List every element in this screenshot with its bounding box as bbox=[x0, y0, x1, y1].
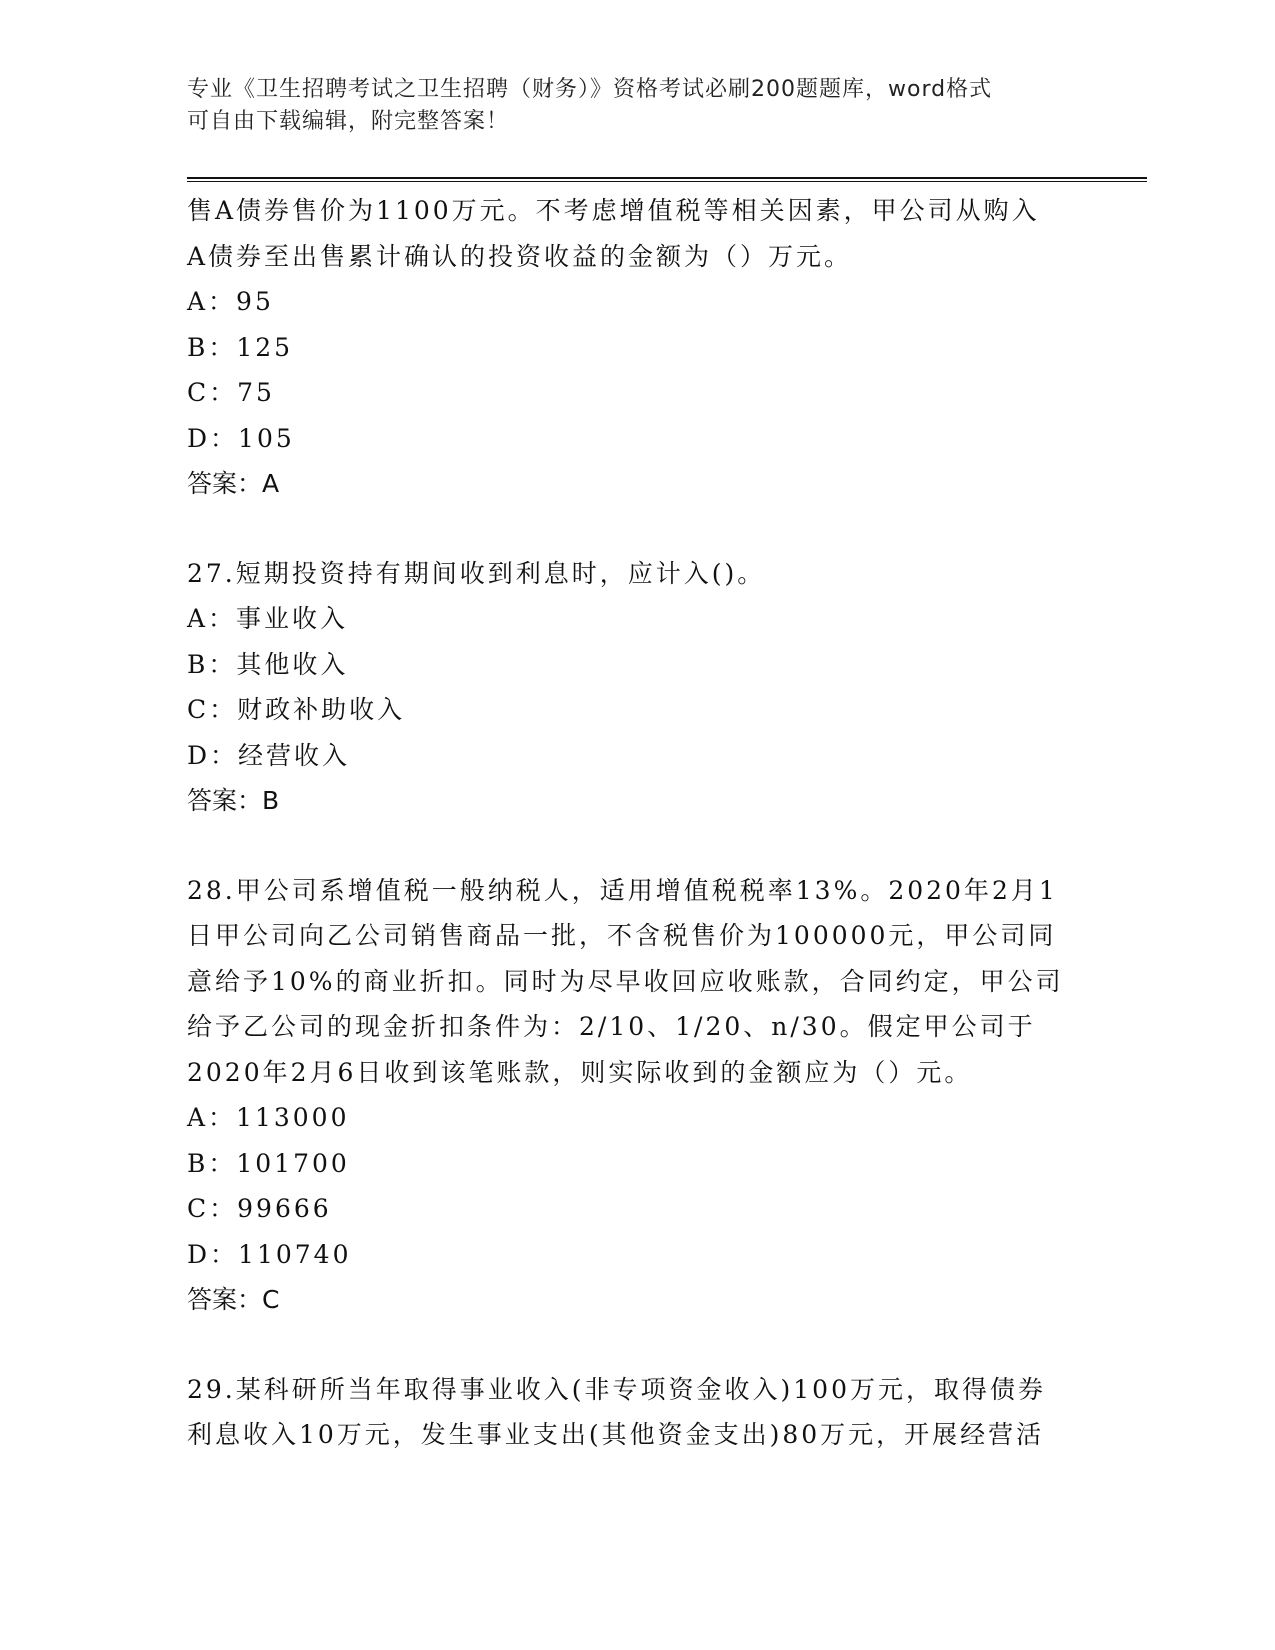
question-28-option-c: C：99666 bbox=[187, 1194, 332, 1223]
question-29-stem-line-2: 利息收入10万元，发生事业支出(其他资金支出)80万元，开展经营活 bbox=[187, 1420, 1045, 1449]
spacer bbox=[187, 824, 1087, 868]
question-27-option-a: A：事业收入 bbox=[187, 604, 349, 633]
question-28-option-a: A：113000 bbox=[187, 1103, 350, 1132]
question-28-stem-line-5: 2020年2月6日收到该笔账款，则实际收到的金额应为（）元。 bbox=[187, 1057, 973, 1087]
header-line-1: 专业《卫生招聘考试之卫生招聘（财务）》资格考试必刷200题题库，word格式 bbox=[187, 77, 993, 102]
question-27-answer: 答案：B bbox=[187, 786, 280, 815]
question-28-stem-line-1: 28.甲公司系增值税一般纳税人，适用增值税税率13%。2020年2月1 bbox=[187, 875, 1058, 905]
question-26-option-a: A：95 bbox=[187, 287, 274, 316]
question-26-answer: 答案：A bbox=[187, 469, 280, 498]
question-26-option-d: D：105 bbox=[187, 423, 295, 453]
question-26-stem-line-2: A债券至出售累计确认的投资收益的金额为（）万元。 bbox=[187, 241, 853, 271]
question-27 bbox=[187, 551, 1087, 824]
question-28-stem-line-2: 日甲公司向乙公司销售商品一批，不含税售价为100000元，甲公司同 bbox=[187, 921, 1057, 950]
question-28-stem-line-3: 意给予10%的商业折扣。同时为尽早收回应收账款，合同约定，甲公司 bbox=[187, 966, 1064, 996]
question-26-stem-line-1: 售A债券售价为1100万元。不考虑增值税等相关因素，甲公司从购入 bbox=[187, 196, 1040, 225]
question-28 bbox=[187, 868, 1087, 1323]
page-header bbox=[187, 74, 1087, 138]
header-divider bbox=[187, 177, 1147, 182]
question-27-stem-line-1: 27.短期投资持有期间收到利息时，应计入()。 bbox=[187, 558, 766, 588]
question-28-answer: 答案：C bbox=[187, 1285, 280, 1314]
question-28-stem-line-4: 给予乙公司的现金折扣条件为：2/10、1/20、n/30。假定甲公司于 bbox=[187, 1012, 1036, 1041]
question-28-option-b: B：101700 bbox=[187, 1148, 350, 1178]
spacer bbox=[187, 507, 1087, 551]
question-26-option-b: B：125 bbox=[187, 332, 294, 362]
question-26 bbox=[187, 188, 1087, 507]
document-body bbox=[187, 188, 1087, 1458]
header-line-2: 可自由下载编辑，附完整答案！ bbox=[187, 109, 510, 134]
question-28-option-d: D：110740 bbox=[187, 1239, 352, 1269]
question-26-option-c: C：75 bbox=[187, 378, 275, 407]
question-27-option-c: C：财政补助收入 bbox=[187, 695, 406, 724]
spacer bbox=[187, 1323, 1087, 1367]
question-27-option-d: D：经营收入 bbox=[187, 740, 351, 770]
question-29 bbox=[187, 1367, 1087, 1458]
question-27-option-b: B：其他收入 bbox=[187, 649, 349, 679]
question-29-stem-line-1: 29.某科研所当年取得事业收入(非专项资金收入)100万元，取得债券 bbox=[187, 1374, 1046, 1404]
